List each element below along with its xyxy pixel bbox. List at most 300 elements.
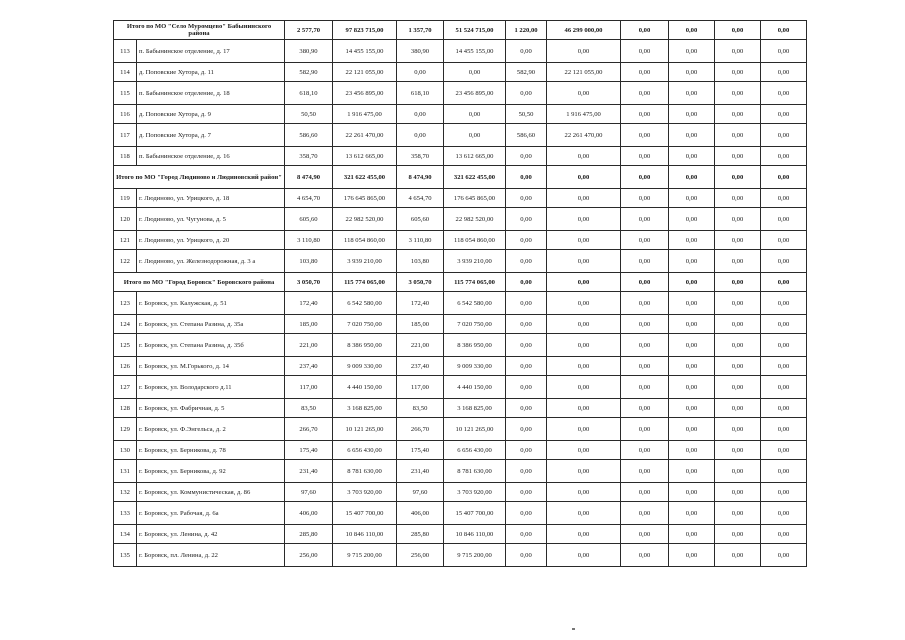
value-cell: 380,90 [285,40,333,63]
value-cell: 0,00 [761,147,807,166]
value-cell: 582,90 [506,63,547,82]
value-cell: 0,00 [506,376,547,399]
value-cell: 0,00 [669,334,715,357]
value-cell: 0,00 [506,231,547,250]
table-row [114,441,807,460]
value-cell: 0,00 [506,399,547,418]
value-cell: 22 982 520,00 [444,208,506,231]
table-row [114,63,807,82]
value-cell: 0,00 [669,147,715,166]
value-cell: 0,00 [669,63,715,82]
table-total-row [114,21,807,40]
value-cell: 0,00 [444,124,506,147]
value-cell: 0,00 [506,166,547,189]
value-cell: 0,00 [547,273,621,292]
value-cell: 115 774 065,00 [333,273,397,292]
value-cell: 0,00 [506,208,547,231]
scan-speck [572,628,575,630]
value-cell: 0,00 [506,441,547,460]
value-cell: 0,00 [761,250,807,273]
value-cell: 0,00 [621,273,669,292]
total-label: Итого по МО "Город Людиново и Людиновский район" [114,166,285,189]
value-cell: 0,00 [547,502,621,525]
value-cell: 406,00 [397,502,444,525]
value-cell: 0,00 [547,82,621,105]
value-cell: 22 121 055,00 [547,63,621,82]
value-cell: 176 645 865,00 [333,189,397,208]
table-row [114,334,807,357]
value-cell: 0,00 [621,334,669,357]
value-cell: 256,00 [285,544,333,567]
table-row [114,376,807,399]
value-cell: 0,00 [715,21,761,40]
row-number: 123 [114,292,137,315]
address-cell: г. Людиново, ул. Урицкого, д. 20 [137,231,285,250]
value-cell: 0,00 [669,399,715,418]
value-cell: 3 050,70 [397,273,444,292]
value-cell: 0,00 [761,124,807,147]
value-cell: 0,00 [761,105,807,124]
value-cell: 4 440 150,00 [444,376,506,399]
value-cell: 406,00 [285,502,333,525]
value-cell: 50,50 [506,105,547,124]
value-cell: 51 524 715,00 [444,21,506,40]
value-cell: 0,00 [761,441,807,460]
value-cell: 50,50 [285,105,333,124]
value-cell: 285,80 [397,525,444,544]
value-cell: 618,10 [397,82,444,105]
value-cell: 586,60 [506,124,547,147]
address-cell: д. Поповские Хутора, д. 9 [137,105,285,124]
value-cell: 0,00 [621,208,669,231]
value-cell: 0,00 [715,124,761,147]
value-cell: 0,00 [621,502,669,525]
value-cell: 0,00 [761,82,807,105]
value-cell: 3 939 210,00 [444,250,506,273]
value-cell: 0,00 [547,250,621,273]
value-cell: 0,00 [506,292,547,315]
value-cell: 0,00 [669,21,715,40]
value-cell: 0,00 [621,124,669,147]
value-cell: 0,00 [761,231,807,250]
value-cell: 0,00 [761,189,807,208]
value-cell: 237,40 [285,357,333,376]
value-cell: 0,00 [506,82,547,105]
value-cell: 22 121 055,00 [333,63,397,82]
value-cell: 0,00 [715,376,761,399]
address-cell: д. Поповские Хутора, д. 7 [137,124,285,147]
value-cell: 0,00 [547,418,621,441]
value-cell: 0,00 [669,189,715,208]
value-cell: 172,40 [397,292,444,315]
address-cell: п. Бабынинское отделение, д. 18 [137,82,285,105]
value-cell: 256,00 [397,544,444,567]
value-cell: 118 054 860,00 [444,231,506,250]
value-cell: 2 577,70 [285,21,333,40]
table-row [114,418,807,441]
address-cell: г. Людиново, ул. Урицкого, д. 18 [137,189,285,208]
value-cell: 46 299 000,00 [547,21,621,40]
row-number: 114 [114,63,137,82]
value-cell: 0,00 [621,315,669,334]
value-cell: 8 474,90 [285,166,333,189]
address-cell: п. Бабынинское отделение, д. 17 [137,40,285,63]
row-number: 133 [114,502,137,525]
value-cell: 0,00 [669,273,715,292]
value-cell: 15 407 700,00 [333,502,397,525]
value-cell: 0,00 [621,376,669,399]
value-cell: 0,00 [761,376,807,399]
value-cell: 0,00 [761,208,807,231]
value-cell: 13 612 665,00 [444,147,506,166]
value-cell: 3 168 825,00 [333,399,397,418]
address-cell: п. Бабынинское отделение, д. 16 [137,147,285,166]
value-cell: 0,00 [547,357,621,376]
value-cell: 8 781 630,00 [444,460,506,483]
value-cell: 7 020 750,00 [333,315,397,334]
value-cell: 117,00 [285,376,333,399]
value-cell: 13 612 665,00 [333,147,397,166]
value-cell: 380,90 [397,40,444,63]
value-cell: 0,00 [669,502,715,525]
housing-program-table [113,20,807,567]
value-cell: 0,00 [669,357,715,376]
value-cell: 0,00 [506,544,547,567]
value-cell: 175,40 [397,441,444,460]
address-cell: г. Боровск, ул. Степана Разина, д. 35а [137,315,285,334]
value-cell: 582,90 [285,63,333,82]
address-cell: г. Боровск, ул. Ф.Энгельса, д. 2 [137,418,285,441]
table-row [114,357,807,376]
value-cell: 586,60 [285,124,333,147]
value-cell: 0,00 [621,82,669,105]
address-cell: г. Боровск, ул. Калужская, д. 51 [137,292,285,315]
value-cell: 0,00 [621,525,669,544]
value-cell: 0,00 [547,399,621,418]
value-cell: 10 846 110,00 [333,525,397,544]
value-cell: 14 455 155,00 [333,40,397,63]
value-cell: 0,00 [621,460,669,483]
address-cell: г. Боровск, пл. Ленина, д. 22 [137,544,285,567]
row-number: 135 [114,544,137,567]
address-cell: г. Боровск, ул. Степана Разина, д. 35б [137,334,285,357]
value-cell: 0,00 [715,166,761,189]
value-cell: 0,00 [444,63,506,82]
value-cell: 0,00 [761,418,807,441]
value-cell: 83,50 [285,399,333,418]
value-cell: 4 654,70 [397,189,444,208]
value-cell: 115 774 065,00 [444,273,506,292]
value-cell: 97,60 [397,483,444,502]
value-cell: 0,00 [715,399,761,418]
value-cell: 0,00 [715,315,761,334]
value-cell: 6 656 430,00 [444,441,506,460]
value-cell: 14 455 155,00 [444,40,506,63]
value-cell: 605,60 [285,208,333,231]
value-cell: 0,00 [621,441,669,460]
value-cell: 0,00 [715,292,761,315]
value-cell: 0,00 [621,292,669,315]
value-cell: 0,00 [621,147,669,166]
value-cell: 22 982 520,00 [333,208,397,231]
value-cell: 0,00 [761,525,807,544]
value-cell: 0,00 [397,63,444,82]
row-number: 127 [114,376,137,399]
value-cell: 118 054 860,00 [333,231,397,250]
value-cell: 0,00 [715,418,761,441]
table-total-row [114,273,807,292]
value-cell: 0,00 [547,544,621,567]
value-cell: 0,00 [761,63,807,82]
value-cell: 3 168 825,00 [444,399,506,418]
value-cell: 0,00 [547,40,621,63]
value-cell: 0,00 [547,334,621,357]
value-cell: 97 823 715,00 [333,21,397,40]
row-number: 128 [114,399,137,418]
value-cell: 0,00 [444,105,506,124]
value-cell: 0,00 [715,273,761,292]
value-cell: 0,00 [715,441,761,460]
value-cell: 10 121 265,00 [444,418,506,441]
table-row [114,82,807,105]
value-cell: 22 261 470,00 [333,124,397,147]
value-cell: 0,00 [715,189,761,208]
value-cell: 221,00 [285,334,333,357]
value-cell: 0,00 [547,189,621,208]
value-cell: 0,00 [621,189,669,208]
value-cell: 10 121 265,00 [333,418,397,441]
value-cell: 8 474,90 [397,166,444,189]
value-cell: 1 916 475,00 [547,105,621,124]
row-number: 122 [114,250,137,273]
value-cell: 0,00 [397,105,444,124]
value-cell: 266,70 [285,418,333,441]
table-row [114,315,807,334]
value-cell: 0,00 [669,292,715,315]
value-cell: 9 715 200,00 [333,544,397,567]
value-cell: 0,00 [547,147,621,166]
table-row [114,399,807,418]
value-cell: 358,70 [285,147,333,166]
value-cell: 0,00 [715,82,761,105]
value-cell: 0,00 [715,525,761,544]
value-cell: 231,40 [397,460,444,483]
value-cell: 0,00 [761,273,807,292]
value-cell: 0,00 [669,483,715,502]
value-cell: 0,00 [506,147,547,166]
value-cell: 15 407 700,00 [444,502,506,525]
value-cell: 0,00 [761,544,807,567]
value-cell: 3 939 210,00 [333,250,397,273]
value-cell: 266,70 [397,418,444,441]
value-cell: 0,00 [761,460,807,483]
value-cell: 1 220,00 [506,21,547,40]
value-cell: 0,00 [669,124,715,147]
address-cell: г. Людиново, ул. Железнодорожная, д. 3 а [137,250,285,273]
value-cell: 0,00 [715,40,761,63]
value-cell: 0,00 [547,525,621,544]
value-cell: 0,00 [547,315,621,334]
row-number: 126 [114,357,137,376]
value-cell: 103,80 [397,250,444,273]
value-cell: 358,70 [397,147,444,166]
value-cell: 618,10 [285,82,333,105]
value-cell: 0,00 [761,292,807,315]
value-cell: 0,00 [669,315,715,334]
address-cell: г. Боровск, ул. Берникова, д. 92 [137,460,285,483]
address-cell: г. Боровск, ул. Володарского д.11 [137,376,285,399]
row-number: 121 [114,231,137,250]
value-cell: 0,00 [715,63,761,82]
value-cell: 3 703 920,00 [333,483,397,502]
row-number: 130 [114,441,137,460]
value-cell: 0,00 [669,544,715,567]
value-cell: 6 542 580,00 [333,292,397,315]
row-number: 124 [114,315,137,334]
value-cell: 185,00 [285,315,333,334]
value-cell: 0,00 [547,460,621,483]
value-cell: 0,00 [715,250,761,273]
value-cell: 9 009 330,00 [333,357,397,376]
value-cell: 172,40 [285,292,333,315]
value-cell: 0,00 [506,357,547,376]
row-number: 125 [114,334,137,357]
value-cell: 3 050,70 [285,273,333,292]
value-cell: 0,00 [669,82,715,105]
value-cell: 0,00 [506,483,547,502]
value-cell: 0,00 [761,357,807,376]
value-cell: 0,00 [621,231,669,250]
table-row [114,525,807,544]
value-cell: 3 110,80 [397,231,444,250]
value-cell: 0,00 [761,166,807,189]
value-cell: 0,00 [506,502,547,525]
value-cell: 0,00 [547,292,621,315]
value-cell: 0,00 [621,250,669,273]
address-cell: г. Боровск, ул. Фабричная, д. 5 [137,399,285,418]
value-cell: 9 715 200,00 [444,544,506,567]
value-cell: 0,00 [506,460,547,483]
value-cell: 10 846 110,00 [444,525,506,544]
table-row [114,124,807,147]
table-row [114,460,807,483]
value-cell: 185,00 [397,315,444,334]
value-cell: 605,60 [397,208,444,231]
value-cell: 0,00 [621,544,669,567]
value-cell: 4 654,70 [285,189,333,208]
value-cell: 0,00 [506,418,547,441]
value-cell: 0,00 [547,208,621,231]
address-cell: г. Людиново, ул. Чугунова, д. 5 [137,208,285,231]
value-cell: 0,00 [669,525,715,544]
table-row [114,292,807,315]
value-cell: 175,40 [285,441,333,460]
value-cell: 0,00 [506,525,547,544]
row-number: 131 [114,460,137,483]
table-row [114,231,807,250]
value-cell: 117,00 [397,376,444,399]
value-cell: 6 542 580,00 [444,292,506,315]
value-cell: 0,00 [761,334,807,357]
value-cell: 0,00 [715,544,761,567]
value-cell: 0,00 [669,166,715,189]
value-cell: 0,00 [506,250,547,273]
row-number: 132 [114,483,137,502]
value-cell: 321 622 455,00 [333,166,397,189]
value-cell: 0,00 [621,399,669,418]
value-cell: 0,00 [761,502,807,525]
value-cell: 0,00 [621,357,669,376]
value-cell: 0,00 [669,40,715,63]
value-cell: 6 656 430,00 [333,441,397,460]
value-cell: 0,00 [715,357,761,376]
value-cell: 103,80 [285,250,333,273]
value-cell: 0,00 [669,250,715,273]
value-cell: 0,00 [715,147,761,166]
value-cell: 0,00 [715,334,761,357]
row-number: 119 [114,189,137,208]
table-row [114,250,807,273]
value-cell: 0,00 [761,315,807,334]
table-row [114,483,807,502]
value-cell: 285,80 [285,525,333,544]
table-row [114,105,807,124]
value-cell: 0,00 [621,483,669,502]
value-cell: 221,00 [397,334,444,357]
value-cell: 8 386 950,00 [333,334,397,357]
value-cell: 0,00 [715,502,761,525]
value-cell: 83,50 [397,399,444,418]
table-row [114,544,807,567]
value-cell: 97,60 [285,483,333,502]
value-cell: 0,00 [621,105,669,124]
value-cell: 3 110,80 [285,231,333,250]
value-cell: 0,00 [621,63,669,82]
value-cell: 0,00 [547,231,621,250]
value-cell: 4 440 150,00 [333,376,397,399]
address-cell: г. Боровск, ул. Ленина, д. 42 [137,525,285,544]
value-cell: 0,00 [715,460,761,483]
address-cell: д. Поповские Хутора, д. 11 [137,63,285,82]
row-number: 115 [114,82,137,105]
value-cell: 0,00 [761,21,807,40]
table-row [114,40,807,63]
value-cell: 0,00 [669,441,715,460]
row-number: 118 [114,147,137,166]
value-cell: 0,00 [547,166,621,189]
value-cell: 0,00 [506,40,547,63]
value-cell: 0,00 [621,21,669,40]
value-cell: 0,00 [669,105,715,124]
total-label: Итого по МО "Город Боровск" Боровского района [114,273,285,292]
table-total-row [114,166,807,189]
value-cell: 8 781 630,00 [333,460,397,483]
row-number: 129 [114,418,137,441]
row-number: 116 [114,105,137,124]
value-cell: 22 261 470,00 [547,124,621,147]
row-number: 113 [114,40,137,63]
value-cell: 237,40 [397,357,444,376]
value-cell: 0,00 [506,273,547,292]
address-cell: г. Боровск, ул. Берникова, д. 78 [137,441,285,460]
value-cell: 321 622 455,00 [444,166,506,189]
row-number: 120 [114,208,137,231]
value-cell: 0,00 [761,483,807,502]
value-cell: 0,00 [669,418,715,441]
value-cell: 0,00 [669,460,715,483]
value-cell: 0,00 [761,40,807,63]
value-cell: 1 916 475,00 [333,105,397,124]
